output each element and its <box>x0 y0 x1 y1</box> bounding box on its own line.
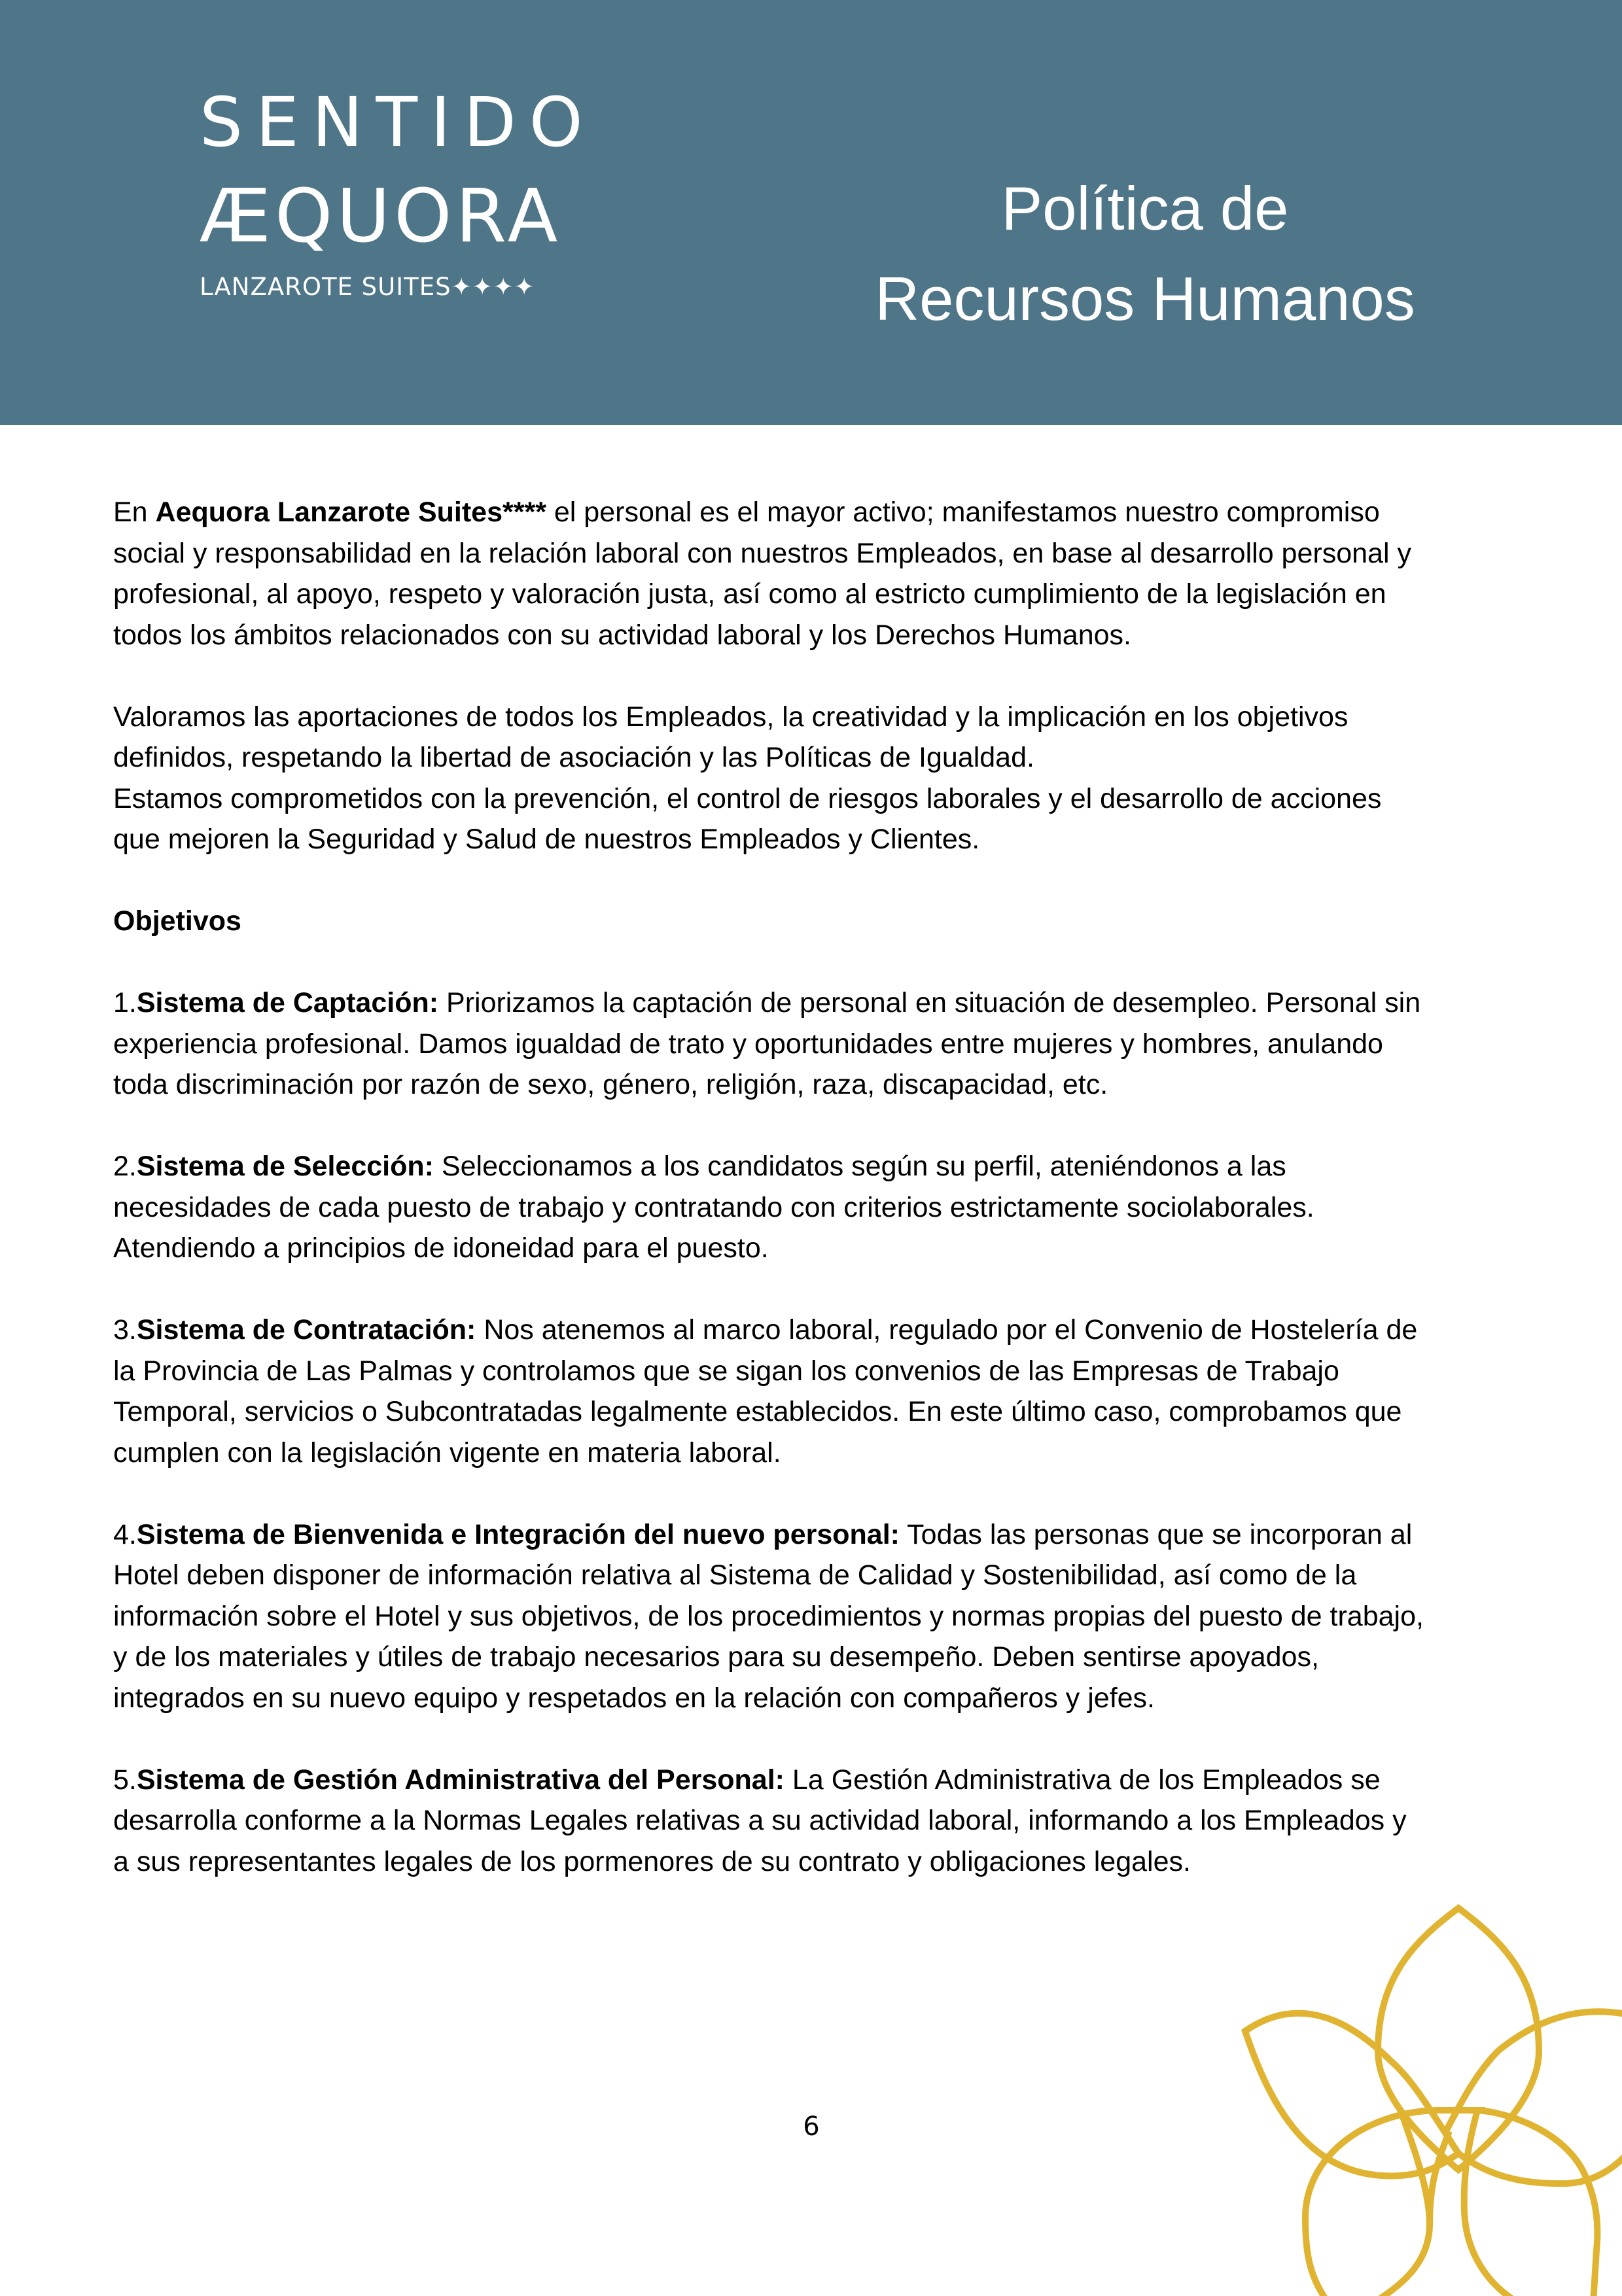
text-line <box>113 1310 1520 1351</box>
text-line: la Provincia de Las Palmas y controlamos que se sigan los convenios de las Empresas de Trabajo <box>113 1355 1339 1387</box>
text-line: experiencia profesional. Damos igualdad de trato y oportunidades entre mujeres y hombres, anulando <box>113 1028 1383 1060</box>
text-line <box>113 1514 1520 1556</box>
intro-paragraph-2 <box>113 697 1520 860</box>
text-line: social y responsabilidad en la relación laboral con nuestros Empleados, en base al desarrollo personal y <box>113 537 1411 569</box>
text-span: Todas las personas que se incorporan al <box>899 1518 1413 1550</box>
objective-number: 3. <box>113 1314 137 1346</box>
text-line <box>113 492 1520 533</box>
text-span: En <box>113 496 156 528</box>
logo-line-sentido: SENTIDO <box>200 82 596 162</box>
objective-title: Sistema de Selección: <box>136 1151 434 1182</box>
objective-title: Sistema de Captación: <box>136 987 439 1018</box>
objective-title: Sistema de Contratación: <box>136 1314 476 1346</box>
page-number: 6 <box>803 2112 820 2142</box>
text-line: Estamos comprometidos con la prevención, el control de riesgos laborales y el desarrollo de acciones <box>113 782 1382 814</box>
text-line: toda discriminación por razón de sexo, género, religión, raza, discapacidad, etc. <box>113 1069 1108 1100</box>
text-line: definidos, respetando la libertad de asociación y las Políticas de Igualdad. <box>113 742 1034 773</box>
text-span: La Gestión Administrativa de los Empleados se <box>784 1764 1381 1796</box>
text-span: el personal es el mayor activo; manifestamos nuestro compromiso <box>546 496 1380 528</box>
objectives-heading <box>113 901 1520 942</box>
text-line: a sus representantes legales de los pormenores de su contrato y obligaciones legales. <box>113 1845 1191 1877</box>
objective-item-3 <box>113 1310 1520 1473</box>
objective-number: 1. <box>113 987 137 1018</box>
objective-number: 5. <box>113 1764 137 1796</box>
objective-number: 4. <box>113 1518 137 1550</box>
document-body <box>113 492 1520 1882</box>
flower-icon <box>1210 1884 1622 2296</box>
hotel-name-bold: Aequora Lanzarote Suites**** <box>155 496 546 528</box>
text-line: información sobre el Hotel y sus objetivos, de los procedimientos y normas propias del puesto de trabajo, <box>113 1600 1424 1632</box>
logo-line-lanzarote-suites: LANZAROTE SUITES✦✦✦✦ <box>200 273 535 301</box>
text-span: Nos atenemos al marco laboral, regulado por el Convenio de Hostelería de <box>476 1314 1418 1346</box>
text-line: desarrolla conforme a la Normas Legales relativas a su actividad laboral, informando a los Empleados y <box>113 1805 1407 1836</box>
text-line: necesidades de cada puesto de trabajo y contratando con criterios estrictamente sociolaborales. <box>113 1191 1314 1223</box>
text-line: profesional, al apoyo, respeto y valoración justa, así como al estricto cumplimiento de la legislación en <box>113 578 1386 610</box>
text-line: integrados en su nuevo equipo y respetados en la relación con compañeros y jefes. <box>113 1682 1155 1714</box>
objective-title: Sistema de Gestión Administrativa del Personal: <box>136 1764 785 1796</box>
flower-petal-lower-right <box>1430 2110 1597 2296</box>
text-span: Priorizamos la captación de personal en situación de desempleo. Personal sin <box>438 987 1421 1018</box>
objective-item-4 <box>113 1514 1520 1719</box>
header-banner <box>0 0 1622 425</box>
flower-petal-left <box>1245 2013 1458 2176</box>
text-line <box>113 1760 1520 1801</box>
text-line: que mejoren la Seguridad y Salud de nuestros Empleados y Clientes. <box>113 824 980 855</box>
text-line: y de los materiales y útiles de trabajo necesarios para su desempeño. Deben sentirse apoyados, <box>113 1641 1319 1673</box>
page-title-line-1: Política de <box>1001 174 1289 243</box>
intro-paragraph-1 <box>113 492 1520 655</box>
text-span: Seleccionamos a los candidatos según su perfil, ateniéndonos a las <box>433 1151 1286 1182</box>
text-line: Hotel deben disponer de información relativa al Sistema de Calidad y Sostenibilidad, así como de la <box>113 1559 1357 1591</box>
page-title-line-2: Recursos Humanos <box>875 264 1415 333</box>
objective-title: Sistema de Bienvenida e Integración del nuevo personal: <box>136 1518 900 1550</box>
text-line: cumplen con la legislación vigente en materia laboral. <box>113 1436 781 1469</box>
text-line: Valoramos las aportaciones de todos los Empleados, la creatividad y la implicación en los objetivos <box>113 701 1349 733</box>
page-title <box>811 164 1479 344</box>
text-line: Temporal, servicios o Subcontratadas legalmente establecidos. En este último caso, comprobamos que <box>113 1396 1402 1427</box>
text-line: todos los ámbitos relacionados con su actividad laboral y los Derechos Humanos. <box>113 619 1131 651</box>
objective-number: 2. <box>113 1151 137 1182</box>
text-line: Atendiendo a principios de idoneidad para el puesto. <box>113 1232 769 1264</box>
objective-item-1 <box>113 983 1520 1105</box>
objective-item-5 <box>113 1760 1520 1883</box>
flower-petal-lower-left <box>1305 2110 1485 2296</box>
flower-petals <box>1245 1908 1622 2296</box>
text-line <box>113 1146 1520 1187</box>
text-line <box>113 983 1520 1024</box>
objectives-heading-text: Objetivos <box>113 905 241 937</box>
hotel-logo <box>200 82 596 301</box>
objective-item-2 <box>113 1146 1520 1269</box>
logo-line-aequora: ÆQUORA <box>200 174 562 259</box>
